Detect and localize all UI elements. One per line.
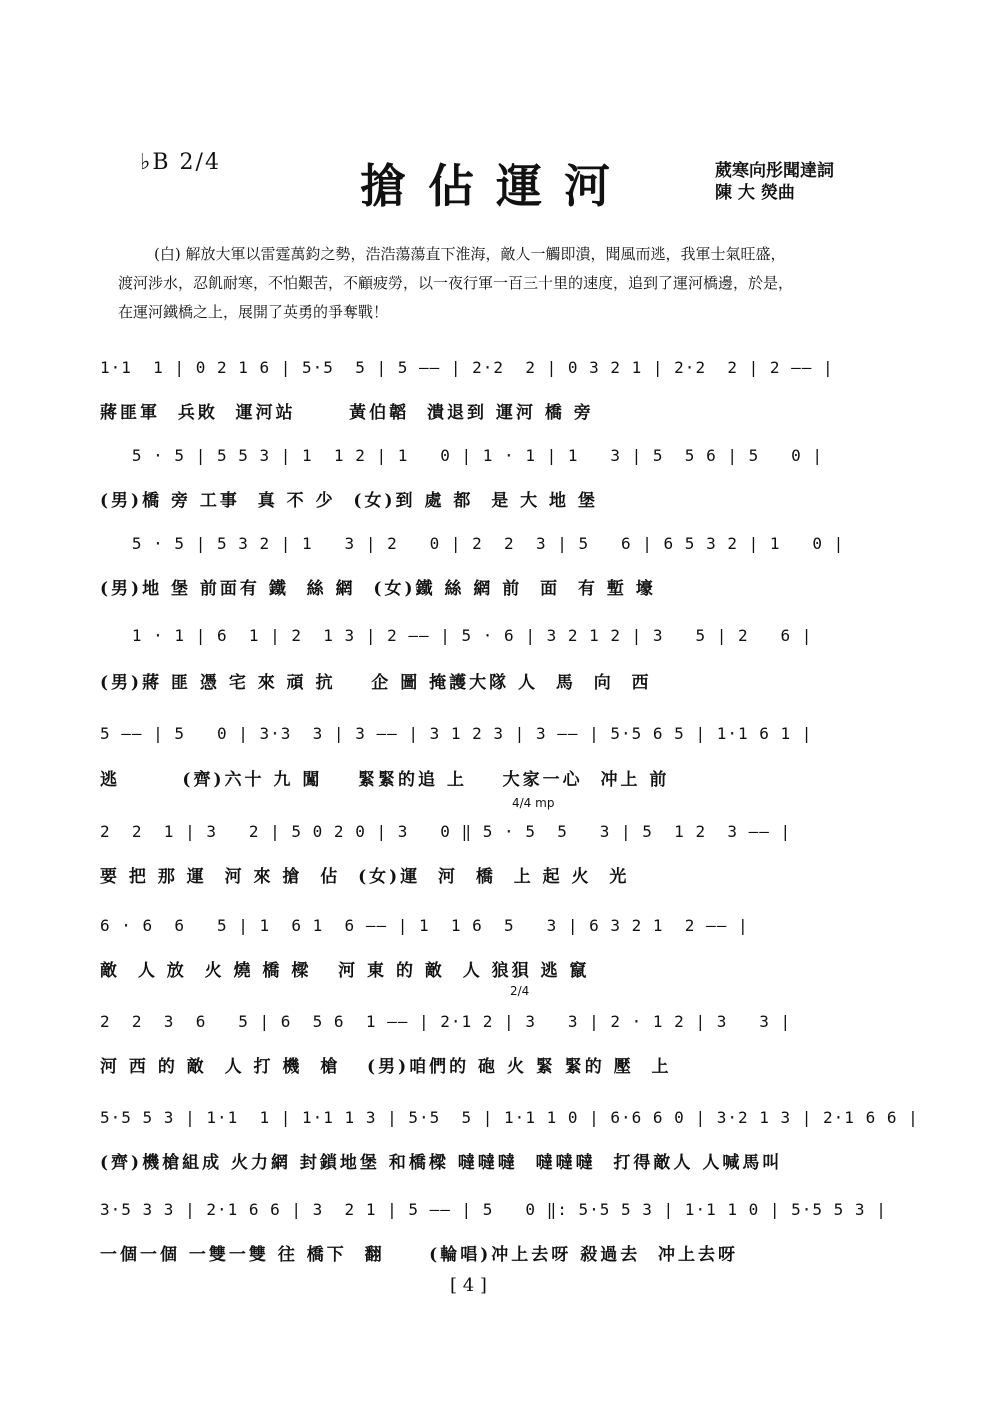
key-signature: ♭B 2/4 — [140, 150, 221, 175]
notation-line: 5 —— | 5 0 | 3·3 3 | 3 —— | 3 1 2 3 | 3 —— | 5·5 6 5 | 1·1 6 1 | — [100, 724, 813, 743]
lyric-line: (男)蔣 匪 憑 宅 來 頑 抗 企 圖 掩護大隊 人 馬 向 西 — [100, 673, 652, 693]
notation-line: 3·5 3 3 | 2·1 6 6 | 3 2 1 | 5 —— | 5 0 ‖: 5·5 5 3 | 1·1 1 0 | 5·5 5 3 | — [100, 1200, 887, 1219]
lyric-line: 一個一個 一雙一雙 往 橋下 翻 (輪唱)冲上去呀 殺過去 冲上去呀 — [100, 1245, 739, 1265]
notation-line: 2 2 1 | 3 2 | 5 0 2 0 | 3 0 ‖ 5 · 5 5 3 | 5 1 2 3 —— | — [100, 822, 792, 841]
lyric-line: 要 把 那 運 河 來 搶 佔 (女)運 河 橋 上 起 火 光 — [100, 867, 630, 887]
lyric-line: 敵 人 放 火 燒 橋 樑 河 東 的 敵 人 狼狽 逃 竄 — [100, 961, 590, 981]
lyric-line: (男)地 堡 前面有 鐵 絲 網 (女)鐵 絲 網 前 面 有 塹 壕 — [100, 579, 656, 599]
composer: 陳 大 熒曲 — [715, 183, 795, 203]
lyric-line: (男)橋 旁 工事 真 不 少 (女)到 處 都 是 大 地 堡 — [100, 491, 598, 511]
lyric-line: 河 西 的 敵 人 打 機 槍 (男)咱們的 砲 火 緊 緊的 壓 上 — [100, 1057, 672, 1077]
notation-line: 1·1 1 | 0 2 1 6 | 5·5 5 | 5 —— | 2·2 2 | 0 3 2 1 | 2·2 2 | 2 —— | — [100, 358, 834, 377]
spoken-intro — [118, 240, 888, 327]
credits — [715, 160, 834, 204]
notation-line: 5 · 5 | 5 3 2 | 1 3 | 2 0 | 2 2 3 | 5 6 | 6 5 3 2 | 1 0 | — [100, 534, 845, 553]
intro-line: 渡河涉水，忍飢耐寒，不怕艱苦，不顧疲勞，以一夜行軍一百三十里的速度，追到了運河橋邊，於是， — [118, 274, 794, 292]
notation-line: 2 2 3 6 5 | 6 5 6 1 —— | 2·1 2 | 3 3 | 2 · 1 2 | 3 3 | — [100, 1012, 792, 1031]
notation-line: 5·5 5 3 | 1·1 1 | 1·1 1 3 | 5·5 5 | 1·1 1 0 | 6·6 6 0 | 3·2 1 3 | 2·1 6 6 | — [100, 1108, 919, 1127]
time-change-mark: 2/4 — [510, 984, 530, 998]
page-number: [ 4 ] — [450, 1275, 487, 1296]
lyricist: 葳寒向彤聞達詞 — [715, 161, 834, 181]
notation-line: 6 · 6 6 5 | 1 6 1 6 —— | 1 1 6 5 3 | 6 3 2 1 2 —— | — [100, 916, 749, 935]
intro-line: (白) 解放大軍以雷霆萬鈞之勢，浩浩蕩蕩直下淮海，敵人一觸即潰，聞風而逃，我軍士氣旺盛， — [154, 245, 786, 263]
intro-line: 在運河鐵橋之上，展開了英勇的爭奪戰！ — [118, 303, 389, 321]
time-change-mark: 4/4 mp — [512, 796, 555, 810]
lyric-line: 蔣匪軍 兵敗 運河站 黃伯韜 潰退到 運河 橋 旁 — [100, 403, 594, 423]
song-title: 搶佔運河 — [360, 159, 632, 213]
notation-line: 5 · 5 | 5 5 3 | 1 1 2 | 1 0 | 1 · 1 | 1 3 | 5 5 6 | 5 0 | — [100, 446, 824, 465]
notation-line: 1 · 1 | 6 1 | 2 1 3 | 2 —— | 5 · 6 | 3 2 1 2 | 3 5 | 2 6 | — [100, 626, 813, 645]
lyric-line: (齊)機槍組成 火力網 封鎖地堡 和橋樑 噠噠噠 噠噠噠 打得敵人 人喊馬叫 — [100, 1153, 783, 1173]
lyric-line: 逃 (齊)六十 九 闖 緊緊的追 上 大家一心 冲上 前 — [100, 770, 670, 790]
